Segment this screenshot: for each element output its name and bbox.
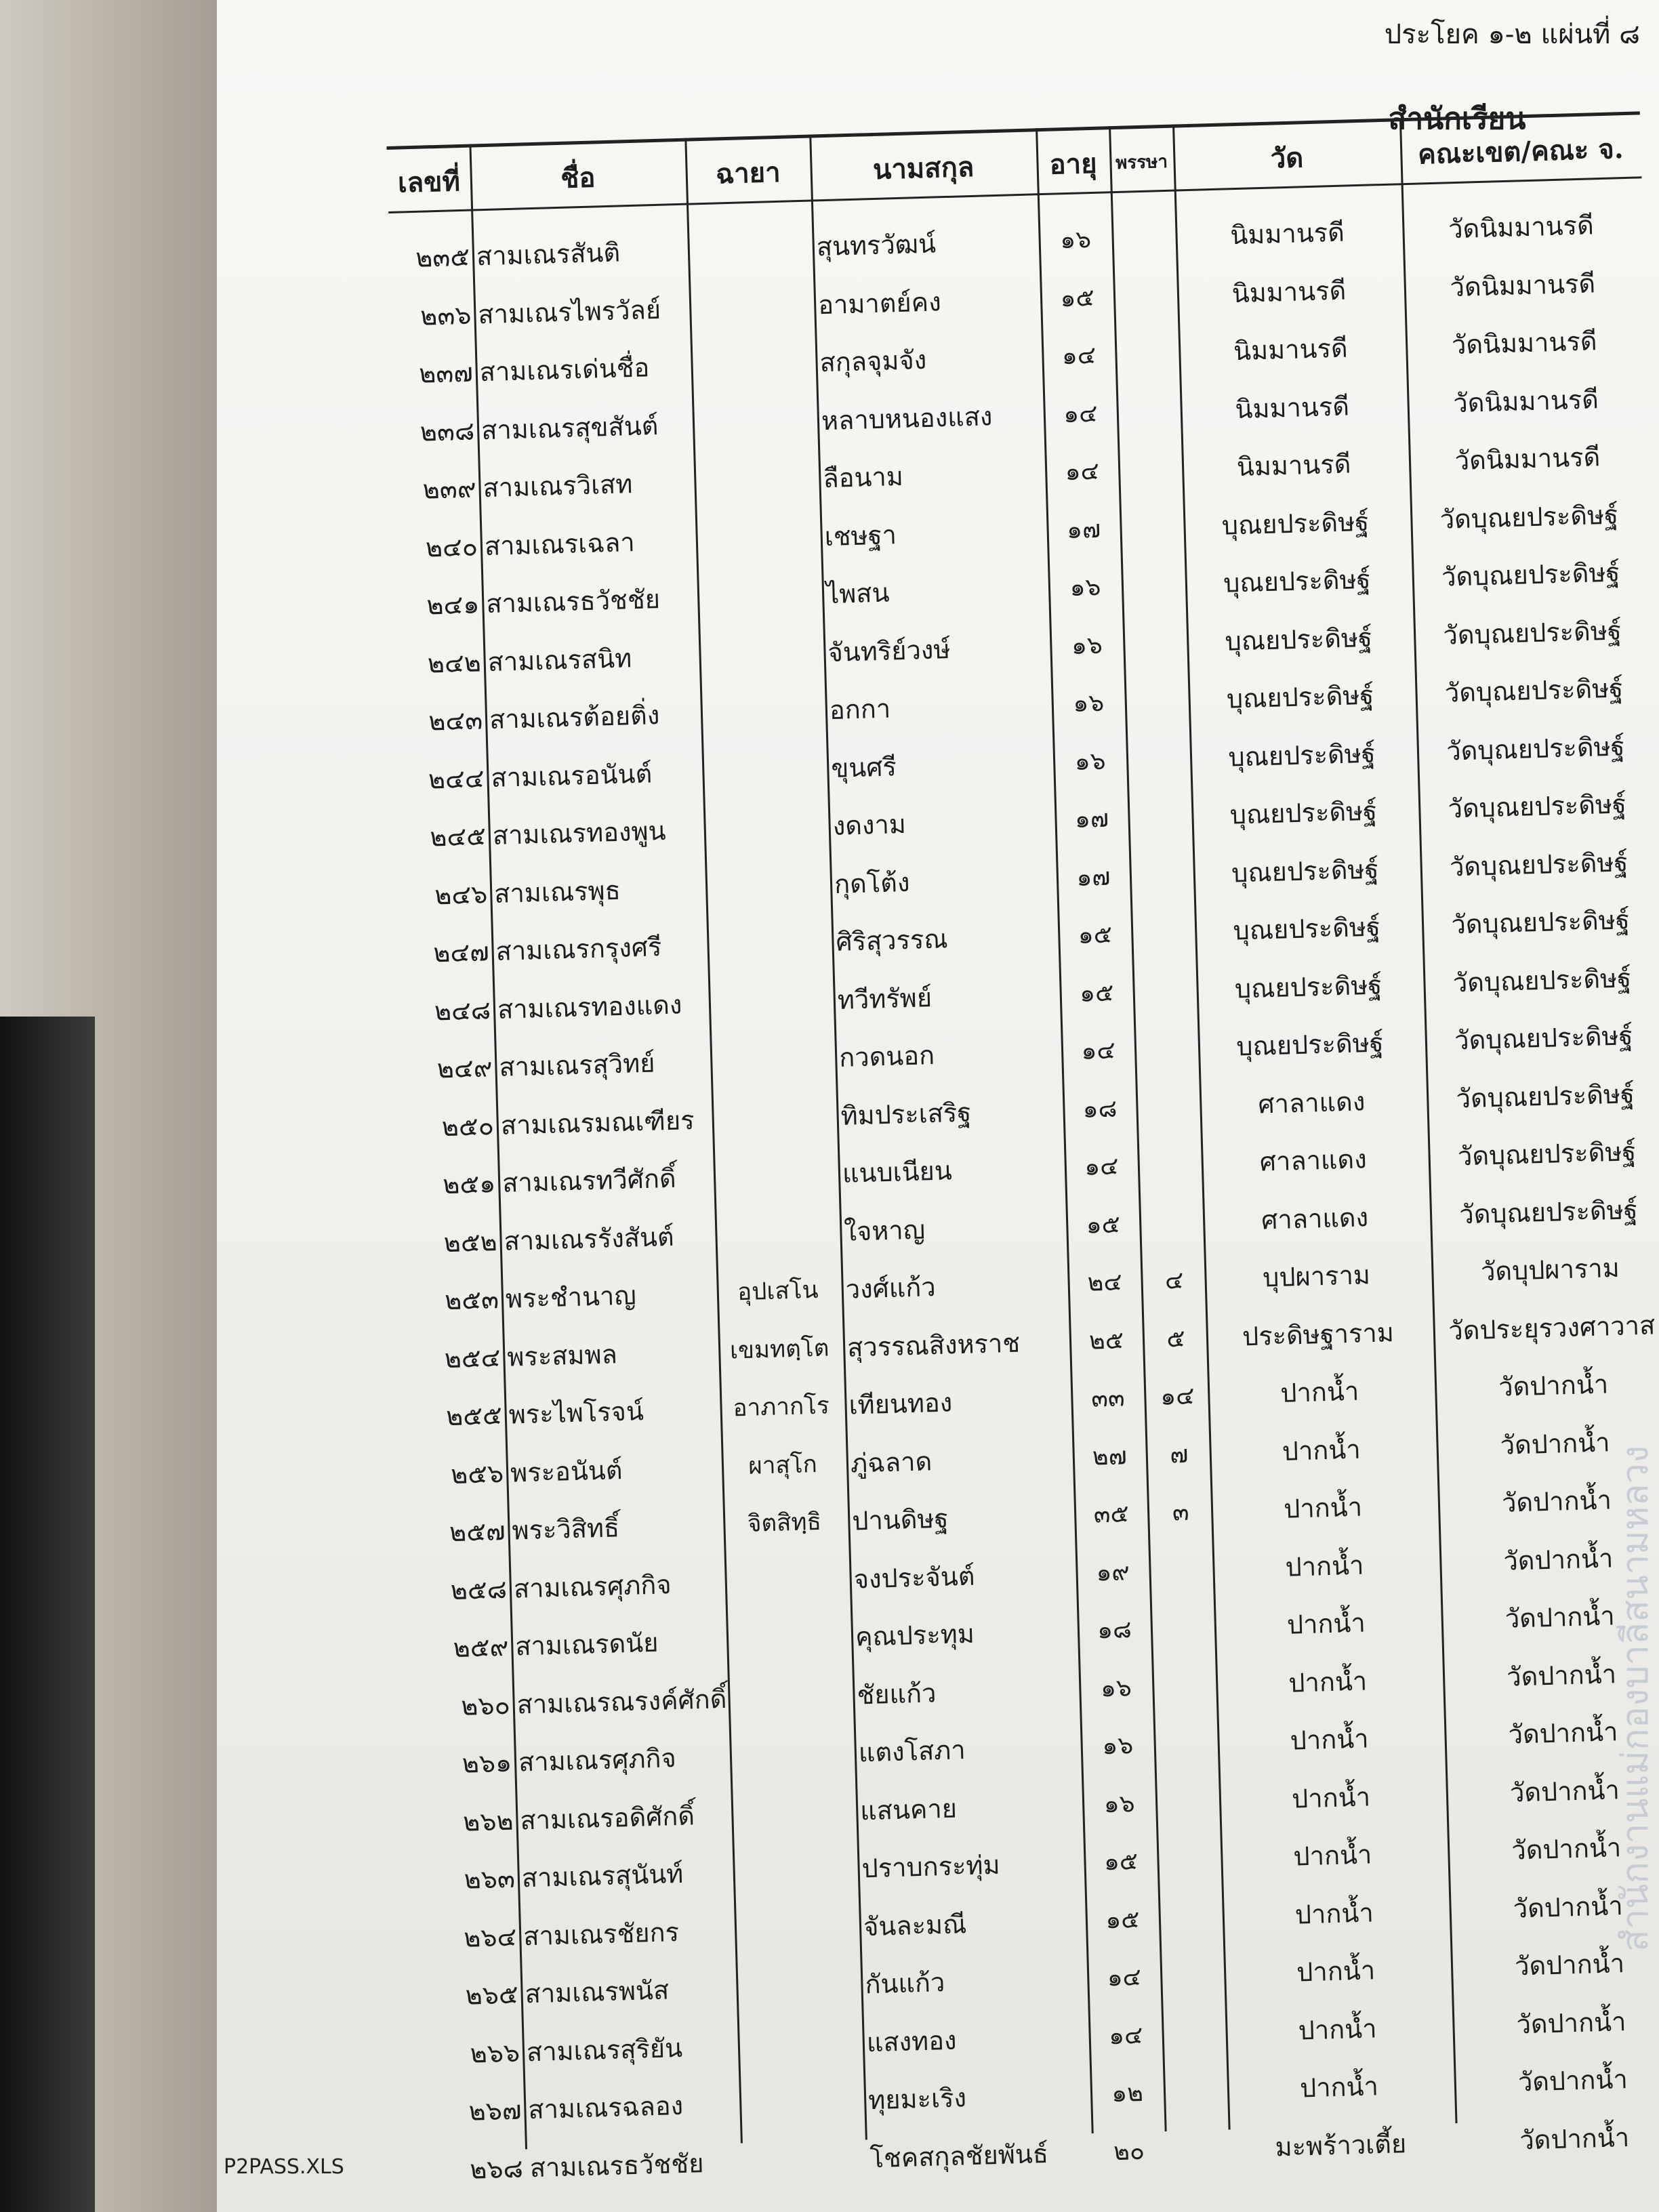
row-chaya <box>692 392 815 453</box>
watermark-text: สำนักงานแม่กองบาลีสนามหลวง <box>1614 1445 1656 1952</box>
row-wat: บุณยประดิษฐ์ <box>1226 680 1374 714</box>
row-number: ๒๕๒ <box>443 1226 498 1258</box>
row-number: ๒๔๘ <box>434 994 491 1027</box>
row-pansa: ๔ <box>1164 1266 1184 1295</box>
row-pansa <box>1124 556 1186 615</box>
row-name: สามเณรธวัชชัย <box>485 583 661 619</box>
row-surname: กุดโต้ง <box>834 867 910 899</box>
row-name: สามเณรทวีศักดิ์ <box>501 1163 677 1198</box>
row-pansa <box>1141 1193 1204 1252</box>
row-age: ๑๗ <box>1066 515 1101 544</box>
row-chaya <box>735 1957 859 2018</box>
row-number: ๒๕๑ <box>442 1168 496 1200</box>
row-chaya <box>708 972 832 1033</box>
row-name: สามเณรพนัส <box>525 1975 670 2009</box>
row-wat: ปากน้ำ <box>1284 1550 1364 1582</box>
row-number: ๒๕๙ <box>453 1631 509 1664</box>
binder-cover-edge <box>0 1017 95 2212</box>
row-chaya <box>703 798 827 859</box>
row-number: ๒๓๕ <box>415 241 470 273</box>
row-pansa: ๑๔ <box>1160 1382 1195 1411</box>
row-surname: คุณประทุม <box>855 1618 975 1652</box>
row-number: ๒๖๖ <box>470 2037 520 2069</box>
row-pansa <box>1161 1888 1223 1948</box>
row-wat: ปากน้ำ <box>1292 1839 1372 1872</box>
row-number: ๒๔๗ <box>432 937 490 968</box>
row-wat: มะพร้าวเตี้ย <box>1275 2128 1407 2163</box>
row-number: ๒๖๐ <box>460 1689 511 1721</box>
row-wat: ปากน้ำ <box>1294 1897 1374 1930</box>
row-age: ๑๕ <box>1079 979 1114 1008</box>
row-surname: สกุลจุมจัง <box>819 344 927 378</box>
row-pansa <box>1138 1078 1200 1137</box>
row-wat: ปากน้ำ <box>1298 2013 1378 2046</box>
row-wat: นิมมานรดี <box>1233 333 1349 367</box>
row-surname: จันละมณี <box>863 1908 967 1942</box>
row-chaya <box>731 1782 854 1843</box>
row-wat: บุณยประดิษฐ์ <box>1221 506 1370 541</box>
row-name: สามเณรทองพูน <box>492 815 667 851</box>
row-pansa <box>1153 1599 1215 1658</box>
row-pansa <box>1115 266 1178 326</box>
row-school: วัดบุณยประดิษฐ์ <box>1454 1021 1634 1056</box>
row-wat: บุณยประดิษฐ์ <box>1223 564 1372 598</box>
row-age: ๑๔ <box>1107 1963 1142 1992</box>
row-pansa <box>1135 962 1197 1021</box>
row-name: สามเณรรังสันต์ <box>504 1221 675 1256</box>
row-number: ๒๔๑ <box>426 589 480 621</box>
row-name: สามเณรทองแดง <box>497 989 682 1025</box>
column-header-school: คณะเขต/คณะ จ. <box>1417 133 1624 171</box>
row-school: วัดนิมมานรดี <box>1448 210 1595 245</box>
row-surname: สุนทรวัฒน์ <box>816 228 937 262</box>
row-name: สามเณรเฉลา <box>484 527 636 561</box>
row-wat: บุณยประดิษฐ์ <box>1231 854 1380 888</box>
row-number: ๒๖๗ <box>468 2095 523 2127</box>
row-name: พระวิสิทธิ์ <box>511 1513 620 1546</box>
row-pansa <box>1140 1135 1202 1195</box>
row-school: วัดนิมมานรดี <box>1451 326 1598 361</box>
row-wat: ศาลาแดง <box>1257 1086 1366 1120</box>
column-header-no: เลขที่ <box>397 165 461 199</box>
row-surname: จันทริย์วงษ์ <box>827 634 951 668</box>
row-surname: งดงาม <box>832 808 907 841</box>
row-surname: แสนคาย <box>859 1793 958 1826</box>
row-surname: วงศ์แก้ว <box>845 1272 937 1305</box>
row-school: วัดปากน้ำ <box>1519 2122 1630 2155</box>
row-wat: บุปผาราม <box>1262 1260 1371 1293</box>
row-name: สามเณรศุภกิจ <box>518 1743 677 1778</box>
row-school: วัดปากน้ำ <box>1504 1601 1616 1634</box>
row-name: สามเณรไพรวัลย์ <box>477 294 661 329</box>
row-name: สามเณรศุภกิจ <box>513 1569 672 1604</box>
row-age: ๑๕ <box>1078 920 1113 949</box>
row-wat: ปากน้ำ <box>1299 2071 1379 2104</box>
row-number: ๒๕๐ <box>441 1110 495 1142</box>
row-wat: นิมมานรดี <box>1229 217 1345 251</box>
row-surname: เชษฐา <box>824 519 897 552</box>
row-surname: ใจหาญ <box>843 1214 926 1247</box>
row-surname: ศิริสุวรรณ <box>835 924 949 957</box>
row-chaya <box>701 740 825 801</box>
row-school: วัดประยุรวงศาวาส <box>1448 1309 1656 1346</box>
row-wat: บุณยประดิษฐ์ <box>1235 1027 1385 1062</box>
row-number: ๒๓๖ <box>419 300 472 331</box>
row-surname: ปานดิษฐ <box>851 1503 949 1536</box>
row-age: ๑๔ <box>1065 457 1100 487</box>
row-name: สามเณรวิเสท <box>482 469 633 504</box>
row-school: วัดบุณยประดิษฐ์ <box>1450 905 1631 940</box>
row-school: วัดปากน้ำ <box>1514 1948 1625 1982</box>
row-wat: ปากน้ำ <box>1283 1492 1363 1524</box>
row-chaya <box>691 335 814 396</box>
row-pansa <box>1136 1019 1199 1079</box>
row-name: สามเณรสุขสันต์ <box>480 410 659 445</box>
row-school: วัดบุณยประดิษฐ์ <box>1449 846 1629 882</box>
row-number: ๒๔๕ <box>429 821 487 853</box>
row-chaya <box>697 566 820 627</box>
row-wat: บุณยประดิษฐ์ <box>1227 738 1376 773</box>
row-wat: บุณยประดิษฐ์ <box>1225 622 1373 657</box>
row-name: สามเณรอนันต์ <box>490 758 653 793</box>
row-chaya <box>734 1898 857 1959</box>
row-age: ๑๖ <box>1101 1732 1134 1761</box>
row-pansa <box>1164 2004 1226 2064</box>
row-number: ๒๔๓ <box>428 705 483 737</box>
row-name: สามเณรณรงค์ศักดิ์ <box>516 1683 727 1720</box>
row-number: ๒๔๖ <box>434 878 488 910</box>
row-number: ๒๕๘ <box>450 1574 508 1605</box>
row-age: ๑๖ <box>1071 631 1103 660</box>
row-number: ๒๖๔ <box>463 1921 517 1953</box>
row-school: วัดบุปผาราม <box>1480 1252 1620 1287</box>
row-wat: ปากน้ำ <box>1290 1723 1370 1756</box>
row-number: ๒๖๘ <box>469 2153 524 2185</box>
row-chaya <box>727 1666 851 1727</box>
row-age: ๑๗ <box>1074 804 1109 834</box>
row-chaya: เขมทตฺโต <box>729 1334 830 1365</box>
row-surname: ภู่ฉลาด <box>850 1446 933 1479</box>
row-pansa <box>1117 324 1179 384</box>
row-age: ๓๕ <box>1093 1500 1130 1529</box>
row-surname: โชคสกุลชัยพันธ์ <box>869 2138 1049 2173</box>
column-header-age: อายุ <box>1048 147 1098 181</box>
row-surname: แตงโสภา <box>858 1735 966 1768</box>
row-wat: นิมมานรดี <box>1234 390 1350 424</box>
row-wat: ปากน้ำ <box>1296 1955 1376 1988</box>
row-chaya <box>726 1609 849 1670</box>
row-name: สามเณรฉลอง <box>527 2090 684 2125</box>
row-age: ๑๒ <box>1111 2078 1144 2108</box>
row-pansa <box>1133 903 1195 963</box>
row-number: ๒๖๒ <box>462 1805 514 1837</box>
row-chaya <box>698 624 821 685</box>
row-chaya: อาภากโร <box>732 1392 830 1422</box>
results-table <box>386 100 1659 2185</box>
row-name: สามเณรสนิท <box>487 642 632 677</box>
row-age: ๑๕ <box>1059 283 1095 312</box>
row-school: วัดปากน้ำ <box>1517 2064 1629 2097</box>
row-wat: ปากน้ำ <box>1286 1607 1366 1640</box>
row-surname: แนบเนียน <box>842 1155 953 1189</box>
row-school: วัดปากน้ำ <box>1502 1542 1614 1576</box>
row-age: ๑๕ <box>1103 1847 1139 1877</box>
row-school: วัดปากน้ำ <box>1513 1890 1624 1924</box>
row-name: พระอนันต์ <box>510 1454 623 1488</box>
row-number: ๒๖๑ <box>462 1747 512 1779</box>
column-header-name: ชื่อ <box>560 161 596 194</box>
row-chaya <box>712 1088 835 1149</box>
row-pansa: ๓ <box>1172 1498 1190 1527</box>
row-age: ๑๕ <box>1105 1905 1141 1934</box>
row-age: ๑๔ <box>1061 341 1097 371</box>
row-pansa <box>1128 730 1191 790</box>
row-chaya <box>739 2072 862 2133</box>
row-pansa <box>1122 498 1184 558</box>
row-pansa <box>1125 614 1187 674</box>
column-header-chaya: ฉายา <box>715 156 781 190</box>
row-name: สามเณรดนัย <box>514 1627 659 1662</box>
row-name: สามเณรสุริยัน <box>526 2032 683 2067</box>
column-header-wat: วัด <box>1270 142 1304 175</box>
row-school: วัดบุณยประดิษฐ์ <box>1446 731 1626 766</box>
row-name: พระชำนาญ <box>505 1280 637 1314</box>
row-school: วัดบุณยประดิษฐ์ <box>1457 1136 1637 1172</box>
row-chaya: ผาสุโก <box>747 1450 818 1480</box>
row-number: ๒๔๐ <box>425 531 478 563</box>
row-school: วัดปากน้ำ <box>1500 1427 1611 1460</box>
row-surname: เทียนทอง <box>848 1387 953 1420</box>
row-surname: อามาตย์คง <box>817 286 942 320</box>
row-name: สามเณรเด่นชื่อ <box>479 352 650 388</box>
row-pansa <box>1119 382 1181 442</box>
row-surname: ชัยแก้ว <box>856 1677 937 1710</box>
row-age: ๑๔ <box>1108 2021 1143 2050</box>
row-age: ๑๗ <box>1076 863 1111 892</box>
row-number: ๒๔๒ <box>427 647 482 679</box>
row-school: วัดบุณยประดิษฐ์ <box>1448 789 1627 824</box>
row-wat: ปากน้ำ <box>1288 1665 1368 1698</box>
row-number: ๒๕๓ <box>444 1284 499 1316</box>
row-wat: บุณยประดิษฐ์ <box>1229 796 1378 830</box>
row-school: วัดบุณยประดิษฐ์ <box>1456 1078 1635 1113</box>
row-name: สามเณรต้อยติ่ง <box>489 700 660 735</box>
row-pansa <box>1127 672 1189 731</box>
row-number: ๒๓๙ <box>422 473 477 505</box>
row-wat: นิมมานรดี <box>1231 275 1347 308</box>
row-surname: ลือนาม <box>822 461 904 494</box>
row-wat: นิมมานรดี <box>1236 449 1351 483</box>
row-chaya <box>714 1204 838 1265</box>
row-school: วัดบุณยประดิษฐ์ <box>1458 1194 1639 1229</box>
row-age: ๑๘ <box>1097 1616 1132 1645</box>
row-age: ๑๖ <box>1074 747 1107 776</box>
row-name: สามเณรมณเฑียร <box>500 1105 695 1141</box>
row-number: ๒๓๗ <box>418 357 474 389</box>
row-age: ๑๔ <box>1080 1036 1116 1065</box>
row-age: ๑๖ <box>1100 1673 1132 1702</box>
row-pansa <box>1166 2062 1228 2121</box>
row-chaya <box>706 914 830 975</box>
row-age: ๑๖ <box>1059 226 1092 255</box>
row-chaya <box>687 219 811 280</box>
row-school: วัดปากน้ำ <box>1511 1832 1622 1866</box>
row-school: วัดปากน้ำ <box>1515 2006 1626 2040</box>
row-school: วัดนิมมานรดี <box>1449 268 1596 302</box>
row-chaya <box>695 508 819 569</box>
row-wat: ประดิษฐาราม <box>1242 1317 1395 1351</box>
row-school: วัดปากน้ำ <box>1509 1774 1620 1808</box>
row-surname: ทุยมะเริง <box>867 2083 967 2116</box>
row-number: ๒๕๗ <box>449 1515 506 1548</box>
row-school: วัดปากน้ำ <box>1498 1369 1609 1402</box>
row-number: ๒๕๖ <box>450 1458 504 1490</box>
row-pansa <box>1162 1946 1225 2006</box>
row-name: พระสมพล <box>506 1338 618 1372</box>
row-school: วัดนิมมานรดี <box>1454 442 1601 476</box>
row-chaya <box>693 451 817 512</box>
row-chaya <box>700 682 823 743</box>
row-age: ๒๗ <box>1092 1441 1128 1471</box>
file-name-footer: P2PASS.XLS <box>224 2155 344 2179</box>
row-wat: บุณยประดิษฐ์ <box>1234 969 1382 1004</box>
row-name: สามเณรสุวิทย์ <box>498 1048 656 1082</box>
row-number: ๒๔๙ <box>436 1052 493 1084</box>
row-school: วัดปากน้ำ <box>1501 1485 1612 1518</box>
row-wat: ปากน้ำ <box>1282 1434 1361 1467</box>
row-pansa <box>1156 1715 1218 1774</box>
row-wat: ปากน้ำ <box>1291 1781 1371 1814</box>
row-school: วัดบุณยประดิษฐ์ <box>1444 673 1624 708</box>
row-surname: จงประจันต์ <box>853 1561 975 1595</box>
row-wat: ปากน้ำ <box>1279 1376 1359 1408</box>
row-pansa <box>1167 2120 1229 2179</box>
row-chaya <box>710 1029 833 1090</box>
table-body <box>389 195 1659 2200</box>
row-chaya <box>741 2130 864 2191</box>
row-wat: ศาลาแดง <box>1259 1144 1368 1177</box>
row-age: ๒๔ <box>1087 1268 1123 1297</box>
row-chaya <box>724 1551 848 1612</box>
row-pansa <box>1151 1540 1213 1600</box>
row-name: สามเณรอดิศักดิ์ <box>519 1800 695 1835</box>
column-header-surname: นามสกุล <box>872 150 975 186</box>
row-age: ๑๙ <box>1095 1557 1130 1587</box>
row-number: ๒๕๕ <box>445 1399 503 1432</box>
row-pansa <box>1120 440 1183 499</box>
row-age: ๑๔ <box>1063 399 1098 428</box>
row-name: สามเณรสุนันท์ <box>521 1858 684 1893</box>
row-name: พระไพโรจน์ <box>508 1396 644 1430</box>
row-name: สามเณรพุธ <box>493 875 621 909</box>
row-age: ๓๓ <box>1090 1384 1126 1413</box>
row-surname: สุวรรณสิงหราช <box>846 1328 1021 1363</box>
row-chaya <box>729 1725 853 1786</box>
row-surname: หลาบหนองแสง <box>821 401 993 436</box>
row-number: ๒๔๔ <box>428 762 485 795</box>
document-page <box>217 0 1659 2212</box>
row-age: ๑๘ <box>1082 1094 1118 1124</box>
row-pansa <box>1158 1772 1220 1832</box>
school-column-group-header: สำนักเรียน <box>1388 102 1526 136</box>
row-chaya: จิตสิทฺธิ <box>747 1508 822 1538</box>
row-surname: ทิมประเสริฐ <box>840 1097 972 1131</box>
row-age: ๑๖ <box>1072 689 1105 718</box>
row-age: ๑๖ <box>1069 573 1101 602</box>
column-header-pansa: พรรษา <box>1115 151 1168 173</box>
row-pansa <box>1154 1656 1216 1716</box>
row-chaya <box>737 2014 861 2075</box>
row-chaya <box>705 856 828 917</box>
row-surname: แสงทอง <box>866 2025 958 2057</box>
row-age: ๒๐ <box>1113 2137 1145 2166</box>
row-chaya <box>713 1145 836 1206</box>
row-number: ๒๕๔ <box>444 1342 501 1374</box>
row-number: ๒๖๕ <box>465 1979 519 2011</box>
row-pansa <box>1132 846 1194 905</box>
row-school: วัดนิมมานรดี <box>1452 384 1599 418</box>
row-school: วัดปากน้ำ <box>1508 1717 1618 1750</box>
row-pansa: ๗ <box>1169 1440 1189 1469</box>
row-surname: อกกา <box>829 693 891 726</box>
row-pansa <box>1113 209 1176 268</box>
row-age: ๑๕ <box>1086 1210 1121 1240</box>
row-surname: กันแก้ว <box>864 1967 945 2000</box>
row-chaya <box>733 1841 856 1902</box>
row-school: วัดบุณยประดิษฐ์ <box>1442 615 1622 651</box>
page-title: ประโยค ๑-๒ แผ่นที่ ๘ <box>1384 19 1640 50</box>
row-pansa <box>1130 787 1192 847</box>
row-name: สามเณรกรุงศรี <box>495 932 662 966</box>
row-pansa <box>1159 1830 1221 1890</box>
row-school: วัดบุณยประดิษฐ์ <box>1452 962 1632 998</box>
row-number: ๒๖๓ <box>464 1863 516 1895</box>
row-number: ๒๓๘ <box>419 415 475 447</box>
row-name: สามเณรสันติ <box>476 237 621 272</box>
row-surname: ขุนศรี <box>830 751 897 783</box>
row-chaya <box>689 276 812 337</box>
row-age: ๒๕ <box>1088 1326 1124 1355</box>
row-surname: กวดนอก <box>838 1040 935 1073</box>
row-wat: บุณยประดิษฐ์ <box>1233 912 1381 946</box>
row-surname: ทวีทรัพย์ <box>837 982 933 1015</box>
row-surname: ไพสน <box>825 577 890 610</box>
row-age: ๑๔ <box>1084 1152 1120 1181</box>
row-name: สามเณรธวัชชัย <box>529 2148 704 2183</box>
row-surname: ปราบกระทุ่ม <box>861 1849 1001 1884</box>
row-school: วัดบุณยประดิษฐ์ <box>1439 499 1619 535</box>
row-wat: ศาลาแดง <box>1261 1202 1369 1235</box>
row-name: สามเณรชัยกร <box>523 1917 680 1951</box>
row-school: วัดบุณยประดิษฐ์ <box>1441 557 1620 592</box>
row-school: วัดปากน้ำ <box>1506 1658 1617 1692</box>
row-pansa: ๕ <box>1166 1324 1186 1353</box>
row-age: ๑๖ <box>1103 1789 1136 1818</box>
row-chaya: อุปเสโน <box>737 1276 819 1307</box>
